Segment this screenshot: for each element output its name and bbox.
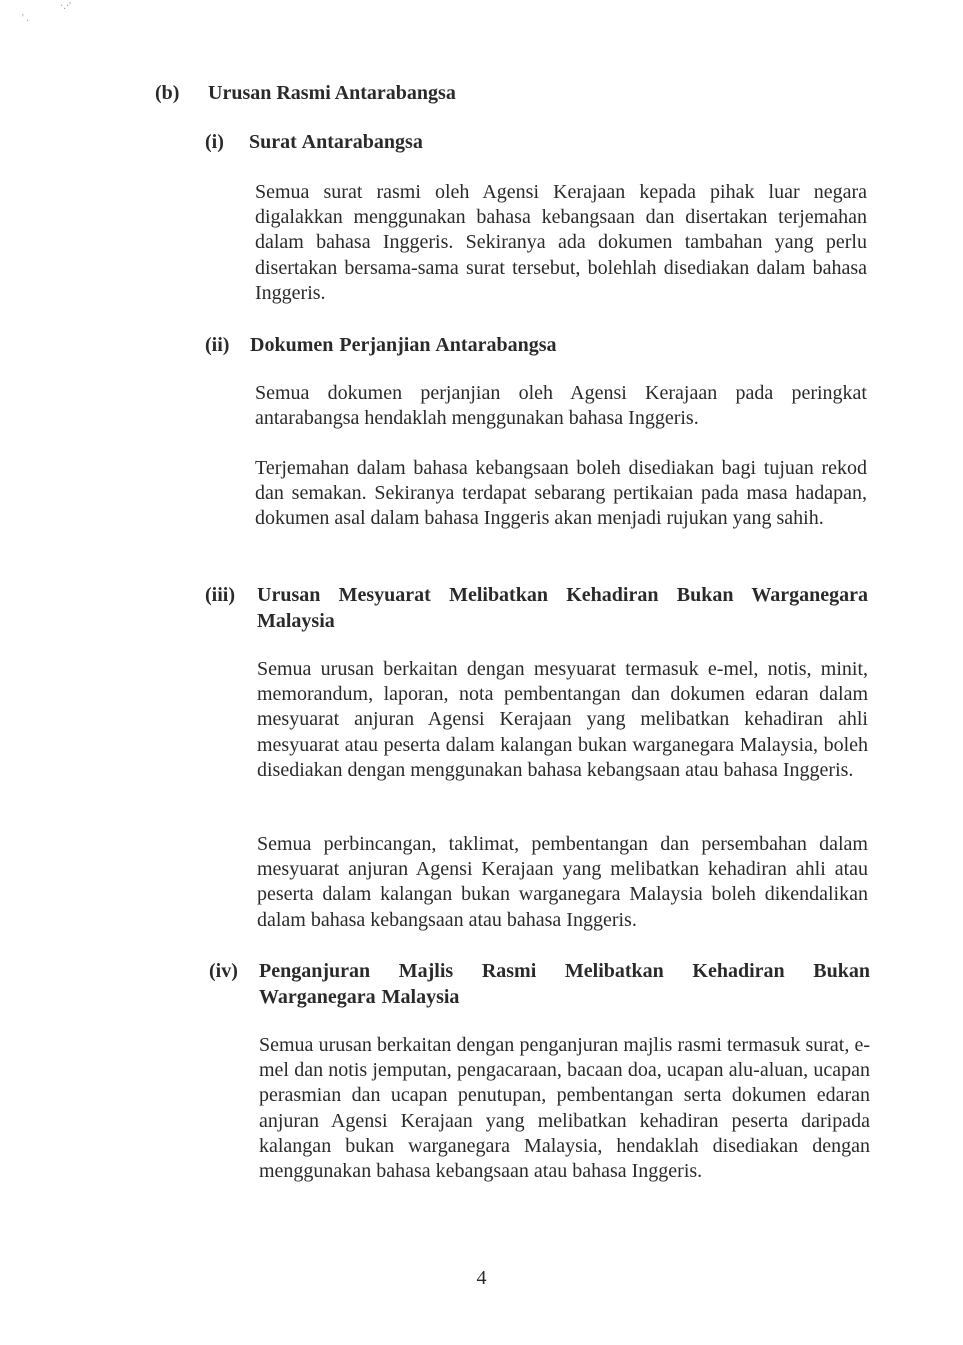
paragraph: Semua urusan berkaitan dengan penganjuran majlis rasmi termasuk surat, e-mel dan notis jemputan, pengacaraan, bacaan doa, ucapan alu-aluan, ucapan perasmian dan ucapan penutupan, pembentangan serta dokumen edaran anjuran Agensi Kerajaan yang melibatkan kehadiran peserta daripada kalangan bukan warganegara Malaysia, hendaklah disediakan dengan menggunakan bahasa kebangsaan atau bahasa Inggeris. — [259, 1034, 870, 1183]
subsection-number: (iv) — [209, 960, 238, 982]
subsection-heading — [205, 582, 868, 634]
section-number: (b) — [155, 82, 180, 104]
subsection-title: Penganjuran Majlis Rasmi Melibatkan Kehadiran Bukan Warganegara Malaysia — [259, 960, 870, 1008]
subsection-number: (i) — [205, 131, 224, 153]
subsection-title: Surat Antarabangsa — [249, 131, 423, 153]
section-heading — [155, 80, 456, 106]
paragraph: Semua urusan berkaitan dengan mesyuarat termasuk e-mel, notis, minit, memorandum, laporan, nota pembentangan dan dokumen edaran dalam mesyuarat anjuran Agensi Kerajaan yang melibatkan kehadiran ahli mesyuarat atau peserta dalam kalangan bukan warganegara Malaysia, boleh disediakan dengan menggunakan bahasa kebangsaan atau bahasa Inggeris. — [257, 658, 868, 781]
subsection-heading — [209, 958, 870, 1010]
subsection-number: (ii) — [205, 334, 230, 356]
subsection-heading — [205, 332, 556, 358]
subsection-number: (iii) — [205, 584, 235, 606]
paragraph: Semua surat rasmi oleh Agensi Kerajaan kepada pihak luar negara digalakkan menggunakan bahasa kebangsaan dan disertakan terjemahan dalam bahasa Inggeris. Sekiranya ada dokumen tambahan yang perlu disertakan bersama-sama surat tersebut, bolehlah disediakan dalam bahasa Inggeris. — [255, 181, 867, 304]
paragraph: Semua dokumen perjanjian oleh Agensi Kerajaan pada peringkat antarabangsa hendaklah menggunakan bahasa Inggeris. — [255, 382, 867, 430]
scan-artifact: ' . — [22, 13, 29, 24]
subsection-title: Dokumen Perjanjian Antarabangsa — [250, 334, 557, 356]
paragraph: Semua perbincangan, taklimat, pembentangan dan persembahan dalam mesyuarat anjuran Agensi Kerajaan yang melibatkan kehadiran ahli atau peserta dalam kalangan bukan warganegara Malaysia boleh dikendalikan dalam bahasa kebangsaan atau bahasa Inggeris. — [257, 833, 868, 931]
subsection-title: Urusan Mesyuarat Melibatkan Kehadiran Bukan Warganegara Malaysia — [257, 584, 868, 632]
scan-artifact: ·.·' — [60, 1, 71, 12]
paragraph: Terjemahan dalam bahasa kebangsaan boleh disediakan bagi tujuan rekod dan semakan. Sekiranya terdapat sebarang pertikaian pada masa hadapan, dokumen asal dalam bahasa Inggeris akan menjadi rujukan yang sahih. — [255, 457, 867, 530]
subsection-heading — [205, 129, 423, 155]
page-number: 4 — [476, 1267, 487, 1289]
section-title: Urusan Rasmi Antarabangsa — [208, 82, 456, 104]
